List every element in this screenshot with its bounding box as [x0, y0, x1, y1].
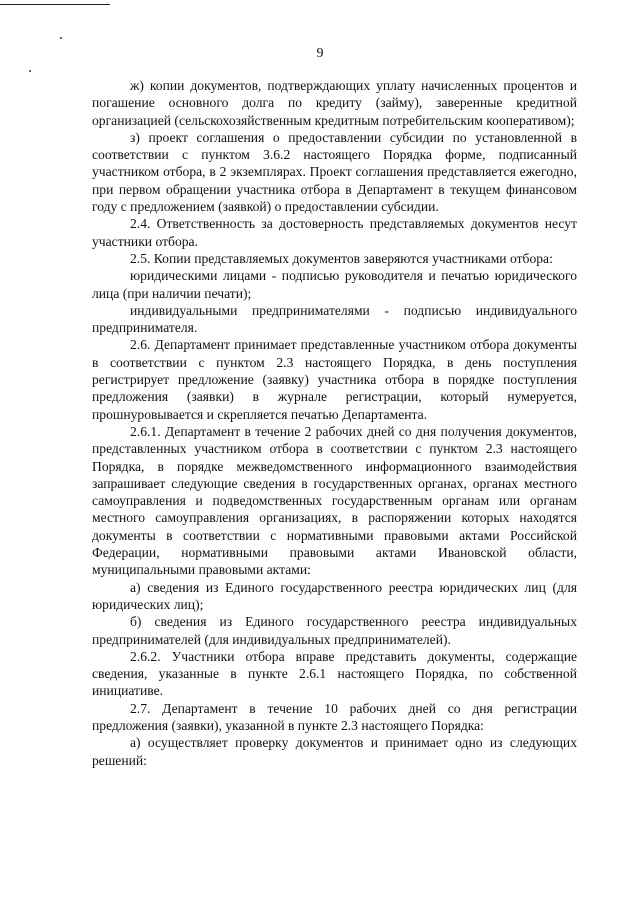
- paragraph-2-6-registration: 2.6. Департамент принимает представленные участником отбора документы в соответствии с пунктом 2.3 настоящего Порядка, в день поступления регистрирует предложение (заявку) участника отбора в порядке поступления предложения (заявки) в журнале регистрации, который нумеруется, прошнуровывается и скрепляется печатью Департамента.: [92, 337, 577, 422]
- scan-speck: [29, 70, 31, 72]
- paragraph-a-egrul: а) сведения из Единого государственного реестра юридических лиц (для юридических лиц);: [92, 579, 577, 612]
- document-body: [92, 77, 577, 769]
- top-rule: [0, 4, 110, 5]
- paragraph-2-6-1-interagency: 2.6.1. Департамент в течение 2 рабочих дней со дня получения документов, представленных участником отбора в соответствии с пунктом 2.3 настоящего Порядка, в порядке межведомственного информационного взаимодействия запрашивает следующие сведения в государственных органах, органах местного самоуправления и подведомственных государственным органам или органам местного самоуправления организациях, в распоряжении которых находятся документы в соответствии с нормативными правовыми актами Российской Федерации, нормативными правовыми актами Ивановской области, муниципальными правовыми актами:: [92, 423, 577, 578]
- paragraph-z-agreement-draft: з) проект соглашения о предоставлении субсидии по установленной в соответствии с пунктом 3.6.2 настоящего Порядка форме, подписанный участником отбора, в 2 экземплярах. Проект соглашения представляется ежегодно, при первом обращении участника отбора в Департамент в текущем финансовом году с предложением (заявкой) о предоставлении субсидии.: [92, 129, 577, 215]
- paragraph-a-decision: а) осуществляет проверку документов и принимает одно из следующих решений:: [92, 735, 577, 768]
- paragraph-2-7-review: 2.7. Департамент в течение 10 рабочих дней со дня регистрации предложения (заявки), указанной в пункте 2.3 настоящего Порядка:: [92, 700, 577, 733]
- paragraph-2-5-copies: 2.5. Копии представляемых документов заверяются участниками отбора:: [130, 250, 553, 266]
- paragraph-b-egrip: б) сведения из Единого государственного реестра индивидуальных предпринимателей (для индивидуальных предпринимателей).: [92, 614, 577, 647]
- paragraph-zh-loan-docs: ж) копии документов, подтверждающих уплату начисленных процентов и погашение основного долга по кредиту (займу), заверенные кредитной организацией (сельскохозяйственным кредитным потребительским кооперативом);: [92, 78, 577, 128]
- paragraph-legal-entities: юридическими лицами - подписью руководителя и печатью юридического лица (при наличии печати);: [92, 268, 577, 301]
- scan-speck: [60, 37, 62, 39]
- paragraph-2-4-responsibility: 2.4. Ответственность за достоверность представляемых документов несут участники отбора.: [92, 216, 577, 249]
- page-number: 9: [316, 46, 324, 61]
- paragraph-entrepreneurs: индивидуальными предпринимателями - подписью индивидуального предпринимателя.: [92, 302, 577, 336]
- paragraph-2-6-2-own-initiative: 2.6.2. Участники отбора вправе представить документы, содержащие сведения, указанные в пункте 2.6.1 настоящего Порядка, по собственной инициативе.: [92, 648, 577, 699]
